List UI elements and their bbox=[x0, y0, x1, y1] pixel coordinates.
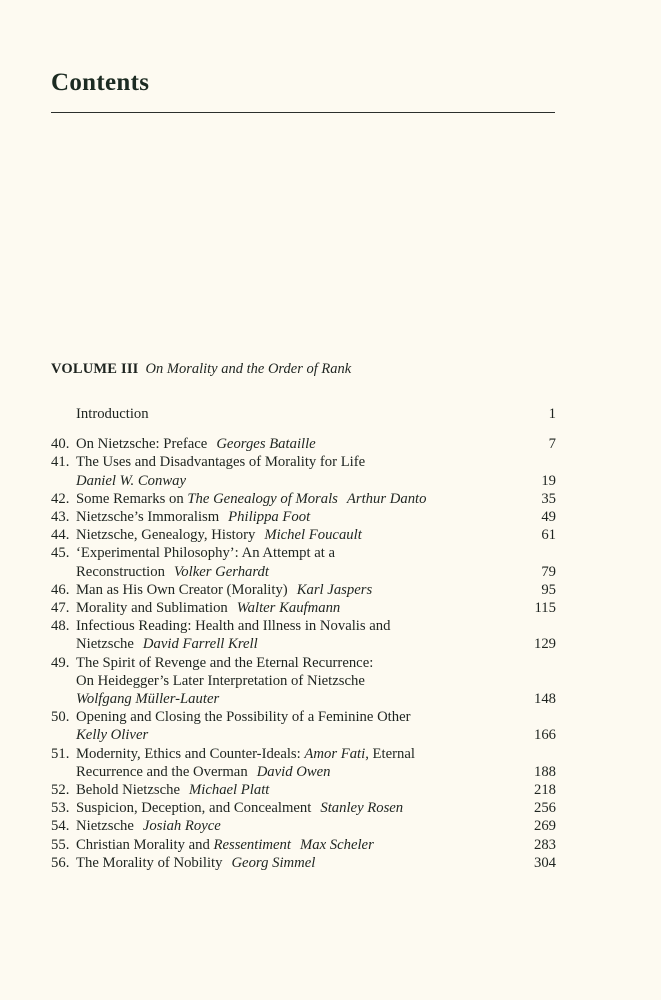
entry-number: 47. bbox=[51, 600, 70, 617]
entry-line bbox=[51, 581, 511, 599]
entry-line bbox=[51, 781, 511, 799]
entry-title: Nietzsche bbox=[76, 818, 134, 835]
entry-lines bbox=[51, 544, 511, 580]
page-number: 61 bbox=[541, 527, 556, 544]
entry-lines bbox=[51, 617, 511, 653]
entry-title: Man as His Own Creator (Morality) bbox=[76, 581, 288, 598]
entry-title-cont: , Eternal bbox=[365, 745, 415, 762]
entry-number: 55. bbox=[51, 836, 70, 853]
page-number: 129 bbox=[533, 636, 556, 653]
entry-line bbox=[51, 817, 511, 835]
entry-author: Volker Gerhardt bbox=[173, 563, 269, 580]
entry-lines bbox=[51, 435, 511, 453]
toc-row[interactable] bbox=[51, 581, 556, 599]
entry-line bbox=[51, 563, 511, 581]
entry-line bbox=[51, 654, 511, 672]
entry-line bbox=[51, 435, 511, 453]
entry-number: 54. bbox=[51, 818, 70, 835]
entry-author: Michael Platt bbox=[189, 782, 270, 799]
entry-line bbox=[51, 544, 511, 562]
entry-title-cont: Recurrence and the Overman bbox=[76, 763, 248, 780]
page-number: 19 bbox=[541, 472, 556, 489]
entry-title-italic: The Genealogy of Morals bbox=[187, 490, 338, 507]
toc-row[interactable] bbox=[51, 781, 556, 799]
page-number: 148 bbox=[533, 691, 556, 708]
toc-row[interactable] bbox=[51, 453, 556, 489]
entry-line bbox=[51, 617, 511, 635]
entry-title: Infectious Reading: Health and Illness in Novalis and bbox=[76, 618, 391, 635]
entry-author: Daniel W. Conway bbox=[76, 472, 187, 489]
toc-row[interactable] bbox=[51, 508, 556, 526]
entry-title: Suspicion, Deception, and Concealment bbox=[76, 800, 312, 817]
entry-title: The Spirit of Revenge and the Eternal Recurrence: bbox=[76, 654, 374, 671]
entry-author: Stanley Rosen bbox=[320, 800, 404, 817]
entry-lines bbox=[51, 490, 511, 508]
page-number: 35 bbox=[541, 490, 556, 507]
toc-row[interactable] bbox=[51, 617, 556, 653]
entry-number: 41. bbox=[51, 454, 70, 471]
heading-block bbox=[51, 70, 556, 113]
entry-title: Modernity, Ethics and Counter-Ideals: bbox=[76, 745, 305, 762]
entry-lines bbox=[51, 526, 511, 544]
entry-title: Morality and Sublimation bbox=[76, 600, 228, 617]
page-title: Contents bbox=[51, 69, 150, 96]
entry-number: 44. bbox=[51, 527, 70, 544]
entry-title-cont: Reconstruction bbox=[76, 563, 165, 580]
entry-title: The Uses and Disadvantages of Morality for Life bbox=[76, 454, 366, 471]
page-number: 269 bbox=[533, 818, 556, 835]
page-number: 188 bbox=[533, 763, 556, 780]
entry-line bbox=[51, 635, 511, 653]
entry-number: 49. bbox=[51, 654, 70, 671]
entry-line bbox=[51, 836, 511, 854]
entry-lines bbox=[51, 836, 511, 854]
entry-number: 51. bbox=[51, 745, 70, 762]
toc-row[interactable] bbox=[51, 817, 556, 835]
page-number: 1 bbox=[548, 406, 556, 422]
page-number: 166 bbox=[533, 727, 556, 744]
toc-row[interactable] bbox=[51, 435, 556, 453]
entry-author: Philippa Foot bbox=[228, 509, 311, 526]
volume-subtitle: On Morality and the Order of Rank bbox=[145, 361, 352, 377]
volume-heading bbox=[51, 361, 351, 378]
entry-title: The Morality of Nobility bbox=[76, 854, 223, 871]
page-number: 79 bbox=[541, 563, 556, 580]
entry-title-italic: Ressentiment bbox=[213, 836, 291, 853]
volume-label: VOLUME III bbox=[51, 361, 139, 377]
toc-row[interactable] bbox=[51, 708, 556, 744]
entry-number: 50. bbox=[51, 709, 70, 726]
entry-author: Wolfgang Müller-Lauter bbox=[76, 691, 220, 708]
entry-number: 56. bbox=[51, 854, 70, 871]
entry-lines bbox=[51, 581, 511, 599]
entry-lines bbox=[51, 745, 511, 781]
entry-lines bbox=[51, 453, 511, 489]
entry-title: Some Remarks on bbox=[76, 490, 188, 507]
entry-author: Georg Simmel bbox=[231, 854, 316, 871]
table-of-contents bbox=[51, 405, 556, 872]
entry-line bbox=[51, 799, 511, 817]
entry-author: David Owen bbox=[256, 763, 331, 780]
page-number: 283 bbox=[533, 836, 556, 853]
entry-author: Max Scheler bbox=[299, 836, 374, 853]
entry-author: Michel Foucault bbox=[264, 527, 362, 544]
entry-lines bbox=[51, 781, 511, 799]
page-number: 256 bbox=[533, 800, 556, 817]
page-number: 304 bbox=[533, 854, 556, 871]
entry-author: Georges Bataille bbox=[216, 436, 316, 453]
toc-row[interactable] bbox=[51, 544, 556, 580]
entry-title-cont: On Heidegger’s Later Interpretation of Nietzsche bbox=[76, 672, 365, 689]
entry-number: 53. bbox=[51, 800, 70, 817]
entry-line bbox=[51, 599, 511, 617]
entry-line bbox=[51, 490, 511, 508]
entry-lines bbox=[51, 508, 511, 526]
entry-lines bbox=[51, 599, 511, 617]
entry-lines bbox=[51, 854, 511, 872]
entry-title: Nietzsche, Genealogy, History bbox=[76, 527, 256, 544]
entry-title-cont: Nietzsche bbox=[76, 636, 134, 653]
toc-row[interactable] bbox=[51, 799, 556, 817]
entry-number: 46. bbox=[51, 581, 70, 598]
entry-title: ‘Experimental Philosophy’: An Attempt at a bbox=[76, 545, 336, 562]
entry-author: Walter Kaufmann bbox=[236, 600, 341, 617]
entry-title: Behold Nietzsche bbox=[76, 782, 181, 799]
entry-line bbox=[51, 708, 511, 726]
entry-lines bbox=[51, 799, 511, 817]
toc-row[interactable] bbox=[51, 526, 556, 544]
entry-author: David Farrell Krell bbox=[142, 636, 258, 653]
entry-line bbox=[51, 745, 511, 763]
page-number: 7 bbox=[548, 436, 556, 453]
toc-row[interactable] bbox=[51, 599, 556, 617]
entry-line bbox=[51, 690, 511, 708]
entry-number: 48. bbox=[51, 618, 70, 635]
entry-title: Opening and Closing the Possibility of a Feminine Other bbox=[76, 709, 411, 726]
entry-lines bbox=[51, 817, 511, 835]
entry-title: Christian Morality and bbox=[76, 836, 214, 853]
entry-line bbox=[51, 726, 511, 744]
entry-title: On Nietzsche: Preface bbox=[76, 436, 208, 453]
entry-line bbox=[51, 472, 511, 490]
entry-line bbox=[51, 526, 511, 544]
page-number: 95 bbox=[541, 581, 556, 598]
page-number: 49 bbox=[541, 509, 556, 526]
entry-line bbox=[51, 854, 511, 872]
entry-number: 43. bbox=[51, 509, 70, 526]
introduction-label: Introduction bbox=[76, 406, 149, 422]
entry-title: Nietzsche’s Immoralism bbox=[76, 509, 220, 526]
toc-row[interactable] bbox=[51, 836, 556, 854]
entry-number: 45. bbox=[51, 545, 70, 562]
entry-lines bbox=[51, 654, 511, 709]
toc-row[interactable] bbox=[51, 490, 556, 508]
entry-author: Karl Jaspers bbox=[296, 581, 373, 598]
entry-number: 52. bbox=[51, 782, 70, 799]
title-divider bbox=[51, 112, 555, 113]
entry-author: Arthur Danto bbox=[346, 490, 427, 507]
entry-line bbox=[51, 508, 511, 526]
toc-row[interactable] bbox=[51, 854, 556, 872]
toc-row[interactable] bbox=[51, 654, 556, 709]
entry-lines bbox=[51, 405, 511, 423]
toc-row-introduction[interactable] bbox=[51, 405, 556, 423]
entry-line bbox=[51, 763, 511, 781]
entry-line bbox=[51, 453, 511, 471]
page-number: 115 bbox=[534, 600, 556, 617]
entry-author: Kelly Oliver bbox=[76, 727, 149, 744]
toc-row[interactable] bbox=[51, 745, 556, 781]
entry-number: 42. bbox=[51, 490, 70, 507]
entry-line bbox=[51, 672, 511, 690]
entry-lines bbox=[51, 708, 511, 744]
entry-author: Josiah Royce bbox=[142, 818, 221, 835]
page-number: 218 bbox=[533, 782, 556, 799]
entry-title-italic: Amor Fati bbox=[304, 745, 366, 762]
entry-number: 40. bbox=[51, 436, 70, 453]
